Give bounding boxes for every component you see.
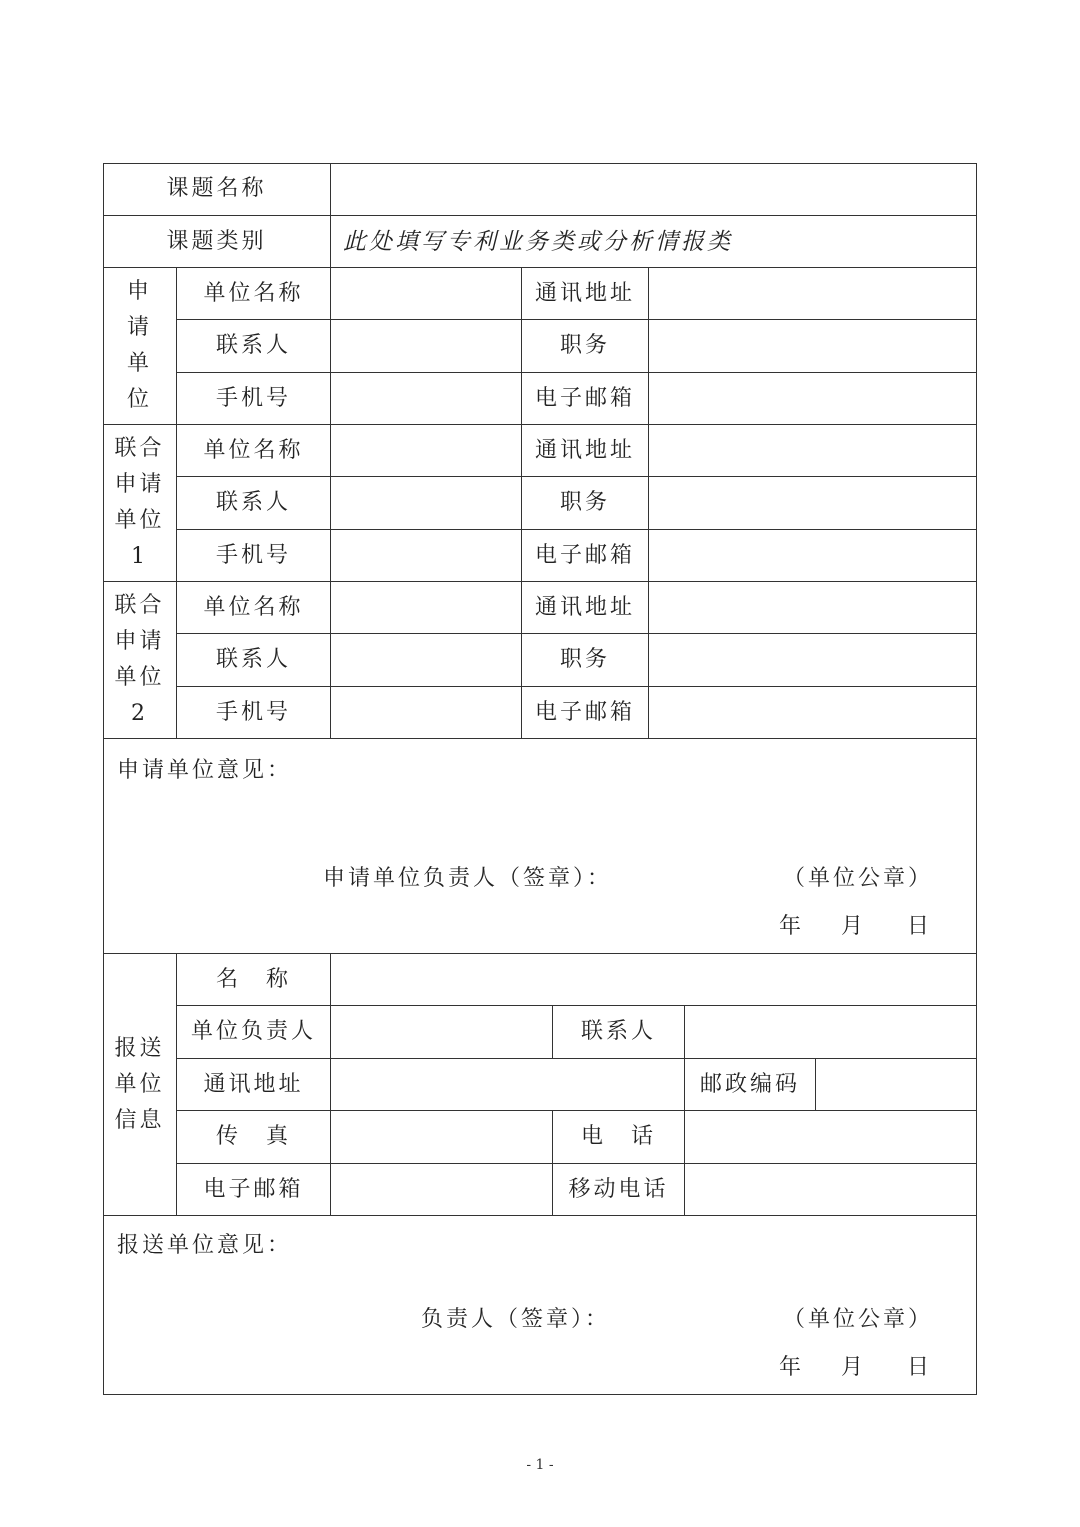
joint1-contact-field[interactable] — [331, 477, 522, 530]
joint2-line: 申请 — [114, 629, 165, 654]
applicant-group-text: 申请单位 — [126, 279, 152, 412]
applicant-group-label — [103, 268, 177, 425]
joint1-mobile-field[interactable] — [331, 530, 522, 582]
recipient-mobile-field[interactable] — [685, 1164, 977, 1216]
joint1-address-label — [522, 425, 649, 477]
joint2-address-label — [522, 582, 649, 634]
joint1-unit-name-label — [177, 425, 331, 477]
recipient-unit-head-label — [177, 1006, 331, 1059]
applicant-contact-label — [177, 320, 331, 373]
application-form — [103, 163, 977, 1395]
topic-category-field[interactable] — [331, 216, 977, 268]
recipient-postal-code-field[interactable] — [816, 1059, 977, 1111]
joint2-address-field[interactable] — [649, 582, 977, 634]
joint2-mobile-field[interactable] — [331, 687, 522, 739]
recipient-line: 信息 — [114, 1107, 165, 1133]
applicant-unit-name-label — [177, 268, 331, 320]
label-text: 电子邮箱 — [203, 1176, 304, 1202]
joint1-position-label — [522, 477, 649, 530]
applicant-unit-name-field[interactable] — [331, 268, 522, 320]
label-text: 单位负责人 — [190, 1019, 316, 1044]
label-text: 联系人 — [580, 1019, 656, 1044]
label-text: 通讯地址 — [203, 1071, 304, 1097]
recipient-opinion-section[interactable] — [103, 1216, 977, 1395]
label-text: 名 称 — [215, 966, 291, 992]
applicant-position-label — [522, 320, 649, 373]
joint2-position-label — [522, 634, 649, 687]
recipient-fax-field[interactable] — [331, 1111, 553, 1164]
recipient-postal-code-label — [685, 1059, 816, 1111]
applicant-contact-field[interactable] — [331, 320, 522, 373]
topic-name-label — [103, 163, 331, 216]
topic-category-label-text: 课题类别 — [166, 228, 267, 254]
label-text: 职务 — [559, 490, 610, 515]
recipient-date-year: 年 — [779, 1355, 805, 1380]
applicant-address-field[interactable] — [649, 268, 977, 320]
applicant-seal-label: （单位公章） — [783, 866, 934, 891]
joint2-contact-field[interactable] — [331, 634, 522, 687]
joint2-line: 联合 — [114, 593, 165, 618]
joint2-group-label — [103, 582, 177, 739]
joint2-contact-label — [177, 634, 331, 687]
label-text: 职务 — [559, 333, 610, 358]
recipient-name-label — [177, 954, 331, 1006]
joint1-group-label — [103, 425, 177, 582]
label-text: 联系人 — [215, 647, 291, 672]
label-text: 传 真 — [215, 1124, 291, 1149]
recipient-address-label — [177, 1059, 331, 1111]
recipient-group-label — [103, 954, 177, 1216]
recipient-name-field[interactable] — [331, 954, 977, 1006]
recipient-opinion-label: 报送单位意见： — [117, 1233, 293, 1258]
recipient-contact-field[interactable] — [685, 1006, 977, 1059]
label-text: 单位名称 — [203, 594, 304, 620]
recipient-phone-label — [553, 1111, 685, 1164]
applicant-mobile-field[interactable] — [331, 373, 522, 425]
joint2-mobile-label — [177, 687, 331, 739]
label-text: 电子邮箱 — [534, 542, 635, 568]
recipient-unit-head-field[interactable] — [331, 1006, 553, 1059]
applicant-date-day: 日 — [907, 914, 933, 939]
joint1-address-field[interactable] — [649, 425, 977, 477]
applicant-opinion-section[interactable] — [103, 739, 977, 954]
joint2-unit-name-field[interactable] — [331, 582, 522, 634]
recipient-email-field[interactable] — [331, 1164, 553, 1216]
label-text: 通讯地址 — [534, 594, 635, 620]
recipient-seal-label: （单位公章） — [783, 1307, 934, 1332]
joint1-email-field[interactable] — [649, 530, 977, 582]
joint2-email-label — [522, 687, 649, 739]
recipient-contact-label — [553, 1006, 685, 1059]
label-text: 单位名称 — [203, 280, 304, 306]
page-number: - 1 - — [526, 1457, 554, 1473]
applicant-address-label — [522, 268, 649, 320]
label-text: 邮政编码 — [699, 1071, 800, 1097]
applicant-position-field[interactable] — [649, 320, 977, 373]
joint1-position-field[interactable] — [649, 477, 977, 530]
label-text: 电子邮箱 — [534, 699, 635, 725]
label-text: 通讯地址 — [534, 280, 635, 306]
joint2-position-field[interactable] — [649, 634, 977, 687]
topic-name-label-text: 课题名称 — [166, 176, 267, 201]
recipient-address-field[interactable] — [331, 1059, 685, 1111]
label-text: 联系人 — [215, 490, 291, 515]
recipient-date-month: 月 — [841, 1355, 867, 1380]
applicant-opinion-label: 申请单位意见： — [117, 758, 293, 783]
joint1-mobile-label — [177, 530, 331, 582]
recipient-signature-label: 负责人（签章）： — [421, 1307, 611, 1332]
joint2-line: 2 — [131, 701, 148, 726]
applicant-date-month: 月 — [841, 914, 867, 939]
label-text: 职务 — [559, 647, 610, 672]
label-text: 手机号 — [215, 385, 291, 411]
recipient-phone-field[interactable] — [685, 1111, 977, 1164]
topic-category-value: 此处填写专利业务类或分析情报类 — [343, 228, 733, 255]
joint1-email-label — [522, 530, 649, 582]
topic-category-label — [103, 216, 331, 268]
applicant-email-field[interactable] — [649, 373, 977, 425]
applicant-mobile-label — [177, 373, 331, 425]
joint1-line: 申请 — [114, 472, 165, 497]
recipient-date-day: 日 — [907, 1355, 933, 1380]
recipient-line: 单位 — [114, 1071, 165, 1097]
recipient-mobile-label — [553, 1164, 685, 1216]
label-text: 单位名称 — [203, 437, 304, 463]
topic-name-field[interactable] — [331, 163, 977, 216]
label-text: 手机号 — [215, 699, 291, 725]
joint1-contact-label — [177, 477, 331, 530]
joint2-line: 单位 — [114, 665, 165, 690]
joint2-unit-name-label — [177, 582, 331, 634]
label-text: 电子邮箱 — [534, 385, 635, 411]
recipient-email-label — [177, 1164, 331, 1216]
joint1-line: 1 — [131, 544, 148, 569]
recipient-fax-label — [177, 1111, 331, 1164]
applicant-email-label — [522, 373, 649, 425]
label-text: 联系人 — [215, 333, 291, 358]
label-text: 移动电话 — [568, 1176, 669, 1202]
joint1-line: 联合 — [114, 436, 165, 461]
label-text: 电 话 — [580, 1124, 656, 1149]
applicant-signature-label: 申请单位负责人（签章）： — [323, 866, 613, 891]
label-text: 手机号 — [215, 542, 291, 568]
recipient-line: 报送 — [114, 1035, 165, 1061]
joint1-line: 单位 — [114, 508, 165, 533]
label-text: 通讯地址 — [534, 437, 635, 463]
joint2-email-field[interactable] — [649, 687, 977, 739]
applicant-date-year: 年 — [779, 914, 805, 939]
joint1-unit-name-field[interactable] — [331, 425, 522, 477]
